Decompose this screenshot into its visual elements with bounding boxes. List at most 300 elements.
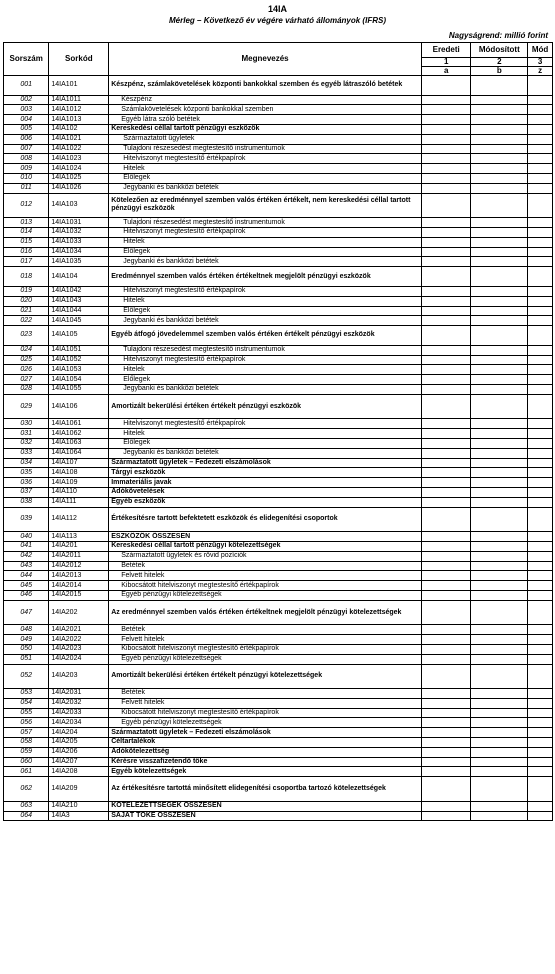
value-cell-modositott[interactable] (471, 738, 528, 748)
value-cell-modositott[interactable] (471, 267, 528, 287)
table-row (4, 532, 553, 542)
value-cell-modositott[interactable] (471, 394, 528, 419)
row-name: Kereskedési céllal tartott pénzügyi eszközök (109, 125, 422, 135)
row-number: 022 (4, 316, 49, 326)
value-cell-eredeti[interactable] (421, 365, 471, 375)
row-code: 14IA2031 (49, 689, 109, 699)
row-number: 063 (4, 801, 49, 811)
value-cell-eredeti[interactable] (421, 532, 471, 542)
table-row (4, 767, 553, 777)
value-cell-modositott[interactable] (471, 541, 528, 551)
value-cell-mod[interactable] (528, 757, 553, 767)
row-name: SAJÁT TŐKE ÖSSZESEN (109, 811, 422, 821)
value-cell-eredeti[interactable] (421, 154, 471, 164)
table-row (4, 384, 553, 394)
value-cell-eredeti[interactable] (421, 394, 471, 419)
value-cell-mod[interactable] (528, 154, 553, 164)
value-cell-modositott[interactable] (471, 296, 528, 306)
table-row (4, 134, 553, 144)
row-number: 031 (4, 429, 49, 439)
row-number: 056 (4, 718, 49, 728)
value-cell-mod[interactable] (528, 257, 553, 267)
value-cell-modositott[interactable] (471, 105, 528, 115)
row-name: Kibocsátott hitelviszonyt megtestesítő értékpapírok (109, 708, 422, 718)
value-cell-eredeti[interactable] (421, 777, 471, 802)
value-cell-eredeti[interactable] (421, 134, 471, 144)
value-cell-modositott[interactable] (471, 355, 528, 365)
value-cell-modositott[interactable] (471, 183, 528, 193)
value-cell-modositott[interactable] (471, 747, 528, 757)
value-cell-modositott[interactable] (471, 777, 528, 802)
row-name: Kötelezően az eredménnyel szemben valós értéken értékelt, nem kereskedési céllal tartott pénzügyi eszközök (109, 193, 422, 218)
row-code: 14IA1054 (49, 375, 109, 385)
value-cell-mod[interactable] (528, 689, 553, 699)
value-cell-modositott[interactable] (471, 286, 528, 296)
row-name: Jegybanki és bankközi betétek (109, 257, 422, 267)
value-cell-eredeti[interactable] (421, 561, 471, 571)
value-cell-eredeti[interactable] (421, 384, 471, 394)
row-name: Egyéb látra szóló betétek (109, 115, 422, 125)
value-cell-mod[interactable] (528, 478, 553, 488)
value-cell-modositott[interactable] (471, 306, 528, 316)
value-cell-mod[interactable] (528, 316, 553, 326)
value-cell-eredeti[interactable] (421, 448, 471, 458)
value-cell-mod[interactable] (528, 507, 553, 532)
row-code: 14IA1013 (49, 115, 109, 125)
value-cell-eredeti[interactable] (421, 689, 471, 699)
table-row (4, 664, 553, 689)
value-cell-modositott[interactable] (471, 468, 528, 478)
value-cell-mod[interactable] (528, 708, 553, 718)
value-cell-modositott[interactable] (471, 708, 528, 718)
value-cell-modositott[interactable] (471, 134, 528, 144)
value-cell-eredeti[interactable] (421, 654, 471, 664)
row-code: 14IA2022 (49, 635, 109, 645)
table-row (4, 174, 553, 184)
table-row (4, 497, 553, 507)
row-number: 003 (4, 105, 49, 115)
value-cell-mod[interactable] (528, 218, 553, 228)
value-cell-mod[interactable] (528, 394, 553, 419)
value-cell-modositott[interactable] (471, 448, 528, 458)
value-cell-modositott[interactable] (471, 95, 528, 105)
value-cell-modositott[interactable] (471, 365, 528, 375)
value-cell-modositott[interactable] (471, 654, 528, 664)
value-cell-modositott[interactable] (471, 551, 528, 561)
table-row (4, 237, 553, 247)
value-cell-eredeti[interactable] (421, 105, 471, 115)
row-name: Származtatott ügyletek (109, 134, 422, 144)
value-cell-eredeti[interactable] (421, 625, 471, 635)
row-code: 14IA1021 (49, 134, 109, 144)
value-cell-eredeti[interactable] (421, 429, 471, 439)
value-cell-modositott[interactable] (471, 532, 528, 542)
value-cell-eredeti[interactable] (421, 507, 471, 532)
table-row (4, 144, 553, 154)
table-row (4, 154, 553, 164)
row-code: 14IA2021 (49, 625, 109, 635)
value-cell-eredeti[interactable] (421, 183, 471, 193)
row-name: Hitelviszonyt megtestesítő értékpapírok (109, 228, 422, 238)
value-cell-modositott[interactable] (471, 497, 528, 507)
table-row (4, 438, 553, 448)
value-cell-modositott[interactable] (471, 384, 528, 394)
value-cell-modositott[interactable] (471, 316, 528, 326)
row-number: 001 (4, 76, 49, 96)
row-number: 014 (4, 228, 49, 238)
value-cell-eredeti[interactable] (421, 698, 471, 708)
value-cell-modositott[interactable] (471, 345, 528, 355)
value-cell-modositott[interactable] (471, 144, 528, 154)
row-number: 048 (4, 625, 49, 635)
value-cell-modositott[interactable] (471, 487, 528, 497)
value-cell-eredeti[interactable] (421, 174, 471, 184)
value-cell-mod[interactable] (528, 811, 553, 821)
value-cell-eredeti[interactable] (421, 355, 471, 365)
value-cell-mod[interactable] (528, 738, 553, 748)
table-row (4, 487, 553, 497)
value-cell-eredeti[interactable] (421, 551, 471, 561)
value-cell-mod[interactable] (528, 76, 553, 96)
row-name: Előlegek (109, 375, 422, 385)
row-number: 061 (4, 767, 49, 777)
value-cell-modositott[interactable] (471, 218, 528, 228)
value-cell-mod[interactable] (528, 237, 553, 247)
value-cell-mod[interactable] (528, 105, 553, 115)
value-cell-mod[interactable] (528, 487, 553, 497)
value-cell-modositott[interactable] (471, 664, 528, 689)
row-code: 14IA2033 (49, 708, 109, 718)
value-cell-modositott[interactable] (471, 438, 528, 448)
value-cell-eredeti[interactable] (421, 590, 471, 600)
row-code: 14IA104 (49, 267, 109, 287)
header-num-1: 1 (421, 58, 471, 67)
row-code: 14IA2023 (49, 644, 109, 654)
row-code: 14IA1032 (49, 228, 109, 238)
value-cell-mod[interactable] (528, 384, 553, 394)
row-number: 034 (4, 458, 49, 468)
value-cell-eredeti[interactable] (421, 306, 471, 316)
row-code: 14IA105 (49, 326, 109, 346)
value-cell-mod[interactable] (528, 174, 553, 184)
row-code: 14IA2015 (49, 590, 109, 600)
value-cell-modositott[interactable] (471, 698, 528, 708)
value-cell-eredeti[interactable] (421, 664, 471, 689)
value-cell-eredeti[interactable] (421, 237, 471, 247)
value-cell-eredeti[interactable] (421, 95, 471, 105)
row-name: Egyéb pénzügyi kötelezettségek (109, 590, 422, 600)
value-cell-eredeti[interactable] (421, 247, 471, 257)
value-cell-eredeti[interactable] (421, 125, 471, 135)
value-cell-modositott[interactable] (471, 571, 528, 581)
row-name: Tulajdoni részesedést megtestesítő instrumentumok (109, 345, 422, 355)
table-row (4, 571, 553, 581)
value-cell-modositott[interactable] (471, 375, 528, 385)
row-code: 14IA1055 (49, 384, 109, 394)
value-cell-modositott[interactable] (471, 154, 528, 164)
row-number: 018 (4, 267, 49, 287)
value-cell-eredeti[interactable] (421, 581, 471, 591)
value-cell-mod[interactable] (528, 95, 553, 105)
table-row (4, 355, 553, 365)
value-cell-mod[interactable] (528, 286, 553, 296)
value-cell-modositott[interactable] (471, 174, 528, 184)
value-cell-mod[interactable] (528, 306, 553, 316)
row-code: 14IA210 (49, 801, 109, 811)
value-cell-mod[interactable] (528, 600, 553, 625)
value-cell-eredeti[interactable] (421, 801, 471, 811)
value-cell-modositott[interactable] (471, 115, 528, 125)
value-cell-eredeti[interactable] (421, 144, 471, 154)
row-number: 015 (4, 237, 49, 247)
value-cell-mod[interactable] (528, 134, 553, 144)
table-row (4, 375, 553, 385)
value-cell-modositott[interactable] (471, 164, 528, 174)
table-row (4, 581, 553, 591)
value-cell-mod[interactable] (528, 571, 553, 581)
row-code: 14IA107 (49, 458, 109, 468)
row-name: Felvett hitelek (109, 571, 422, 581)
value-cell-eredeti[interactable] (421, 747, 471, 757)
value-cell-eredeti[interactable] (421, 267, 471, 287)
value-cell-modositott[interactable] (471, 237, 528, 247)
row-number: 009 (4, 164, 49, 174)
value-cell-mod[interactable] (528, 296, 553, 306)
value-cell-modositott[interactable] (471, 326, 528, 346)
row-name: Hitelviszonyt megtestesítő értékpapírok (109, 286, 422, 296)
value-cell-eredeti[interactable] (421, 228, 471, 238)
value-cell-mod[interactable] (528, 532, 553, 542)
value-cell-mod[interactable] (528, 326, 553, 346)
row-code: 14IA112 (49, 507, 109, 532)
value-cell-modositott[interactable] (471, 247, 528, 257)
row-number: 026 (4, 365, 49, 375)
value-cell-modositott[interactable] (471, 600, 528, 625)
value-cell-mod[interactable] (528, 355, 553, 365)
value-cell-mod[interactable] (528, 419, 553, 429)
table-row (4, 600, 553, 625)
table-row (4, 218, 553, 228)
row-code: 14IA1024 (49, 164, 109, 174)
table-row (4, 326, 553, 346)
value-cell-mod[interactable] (528, 183, 553, 193)
value-cell-modositott[interactable] (471, 728, 528, 738)
row-name: Kibocsátott hitelviszonyt megtestesítő értékpapírok (109, 581, 422, 591)
value-cell-modositott[interactable] (471, 801, 528, 811)
value-cell-mod[interactable] (528, 664, 553, 689)
table-row (4, 296, 553, 306)
row-name: Egyéb eszközök (109, 497, 422, 507)
table-row (4, 448, 553, 458)
value-cell-modositott[interactable] (471, 429, 528, 439)
value-cell-mod[interactable] (528, 438, 553, 448)
value-cell-modositott[interactable] (471, 257, 528, 267)
value-cell-mod[interactable] (528, 468, 553, 478)
value-cell-mod[interactable] (528, 267, 553, 287)
row-number: 013 (4, 218, 49, 228)
value-cell-mod[interactable] (528, 561, 553, 571)
value-cell-modositott[interactable] (471, 757, 528, 767)
value-cell-mod[interactable] (528, 458, 553, 468)
value-cell-modositott[interactable] (471, 811, 528, 821)
row-name: Hitelek (109, 429, 422, 439)
value-cell-mod[interactable] (528, 767, 553, 777)
value-cell-eredeti[interactable] (421, 326, 471, 346)
value-cell-modositott[interactable] (471, 689, 528, 699)
value-cell-modositott[interactable] (471, 458, 528, 468)
value-cell-mod[interactable] (528, 375, 553, 385)
value-cell-mod[interactable] (528, 801, 553, 811)
value-cell-mod[interactable] (528, 448, 553, 458)
value-cell-eredeti[interactable] (421, 811, 471, 821)
value-cell-eredeti[interactable] (421, 728, 471, 738)
value-cell-mod[interactable] (528, 144, 553, 154)
value-cell-modositott[interactable] (471, 644, 528, 654)
header-letter-a: a (421, 67, 471, 76)
value-cell-eredeti[interactable] (421, 458, 471, 468)
row-number: 040 (4, 532, 49, 542)
row-name: Felvett hitelek (109, 698, 422, 708)
value-cell-eredeti[interactable] (421, 541, 471, 551)
balance-table (3, 42, 553, 821)
value-cell-mod[interactable] (528, 345, 553, 355)
value-cell-eredeti[interactable] (421, 438, 471, 448)
value-cell-eredeti[interactable] (421, 76, 471, 96)
value-cell-eredeti[interactable] (421, 218, 471, 228)
row-number: 059 (4, 747, 49, 757)
value-cell-mod[interactable] (528, 247, 553, 257)
value-cell-mod[interactable] (528, 551, 553, 561)
value-cell-eredeti[interactable] (421, 468, 471, 478)
value-cell-eredeti[interactable] (421, 487, 471, 497)
row-number: 062 (4, 777, 49, 802)
value-cell-eredeti[interactable] (421, 257, 471, 267)
value-cell-eredeti[interactable] (421, 115, 471, 125)
value-cell-eredeti[interactable] (421, 708, 471, 718)
value-cell-mod[interactable] (528, 228, 553, 238)
row-number: 036 (4, 478, 49, 488)
row-name: Adókövetelések (109, 487, 422, 497)
table-row (4, 777, 553, 802)
value-cell-mod[interactable] (528, 777, 553, 802)
table-body (4, 76, 553, 821)
value-cell-modositott[interactable] (471, 193, 528, 218)
value-cell-eredeti[interactable] (421, 738, 471, 748)
row-code: 14IA106 (49, 394, 109, 419)
value-cell-mod[interactable] (528, 429, 553, 439)
row-code: 14IA101 (49, 76, 109, 96)
value-cell-modositott[interactable] (471, 635, 528, 645)
value-cell-eredeti[interactable] (421, 497, 471, 507)
row-number: 011 (4, 183, 49, 193)
value-cell-mod[interactable] (528, 644, 553, 654)
value-cell-modositott[interactable] (471, 419, 528, 429)
row-number: 023 (4, 326, 49, 346)
row-name: Céltartalékok (109, 738, 422, 748)
value-cell-mod[interactable] (528, 541, 553, 551)
value-cell-eredeti[interactable] (421, 345, 471, 355)
row-name: Egyéb átfogó jövedelemmel szemben valós értéken értékelt pénzügyi eszközök (109, 326, 422, 346)
table-row (4, 95, 553, 105)
row-code: 14IA108 (49, 468, 109, 478)
value-cell-mod[interactable] (528, 718, 553, 728)
value-cell-eredeti[interactable] (421, 571, 471, 581)
value-cell-modositott[interactable] (471, 76, 528, 96)
value-cell-mod[interactable] (528, 625, 553, 635)
row-number: 042 (4, 551, 49, 561)
value-cell-modositott[interactable] (471, 590, 528, 600)
value-cell-mod[interactable] (528, 728, 553, 738)
value-cell-eredeti[interactable] (421, 635, 471, 645)
value-cell-mod[interactable] (528, 698, 553, 708)
row-name: Tulajdoni részesedést megtestesítő instrumentumok (109, 144, 422, 154)
table-row (4, 76, 553, 96)
table-row (4, 125, 553, 135)
table-row (4, 183, 553, 193)
table-row (4, 228, 553, 238)
row-number: 027 (4, 375, 49, 385)
value-cell-modositott[interactable] (471, 507, 528, 532)
value-cell-eredeti[interactable] (421, 600, 471, 625)
value-cell-eredeti[interactable] (421, 193, 471, 218)
row-name: Számlakövetelések központi bankokkal szemben (109, 105, 422, 115)
value-cell-modositott[interactable] (471, 228, 528, 238)
value-cell-mod[interactable] (528, 193, 553, 218)
value-cell-mod[interactable] (528, 654, 553, 664)
row-number: 054 (4, 698, 49, 708)
value-cell-eredeti[interactable] (421, 419, 471, 429)
row-number: 035 (4, 468, 49, 478)
value-cell-modositott[interactable] (471, 478, 528, 488)
value-cell-modositott[interactable] (471, 767, 528, 777)
value-cell-mod[interactable] (528, 164, 553, 174)
value-cell-mod[interactable] (528, 115, 553, 125)
header-num-3: 3 (528, 58, 553, 67)
table-row (4, 507, 553, 532)
value-cell-eredeti[interactable] (421, 644, 471, 654)
form-subtitle: Mérleg – Következő év végére várható állományok (IFRS) (169, 16, 386, 25)
value-cell-eredeti[interactable] (421, 316, 471, 326)
value-cell-modositott[interactable] (471, 125, 528, 135)
value-cell-eredeti[interactable] (421, 286, 471, 296)
value-cell-eredeti[interactable] (421, 757, 471, 767)
value-cell-modositott[interactable] (471, 718, 528, 728)
value-cell-eredeti[interactable] (421, 718, 471, 728)
value-cell-mod[interactable] (528, 635, 553, 645)
table-row (4, 551, 553, 561)
value-cell-modositott[interactable] (471, 625, 528, 635)
row-code: 14IA1042 (49, 286, 109, 296)
value-cell-modositott[interactable] (471, 561, 528, 571)
value-cell-modositott[interactable] (471, 581, 528, 591)
table-row (4, 698, 553, 708)
value-cell-mod[interactable] (528, 497, 553, 507)
value-cell-mod[interactable] (528, 747, 553, 757)
table-row (4, 394, 553, 419)
value-cell-eredeti[interactable] (421, 767, 471, 777)
value-cell-eredeti[interactable] (421, 164, 471, 174)
value-cell-mod[interactable] (528, 125, 553, 135)
value-cell-mod[interactable] (528, 590, 553, 600)
value-cell-mod[interactable] (528, 581, 553, 591)
row-code: 14IA208 (49, 767, 109, 777)
row-code: 14IA2034 (49, 718, 109, 728)
value-cell-eredeti[interactable] (421, 478, 471, 488)
value-cell-mod[interactable] (528, 365, 553, 375)
value-cell-eredeti[interactable] (421, 375, 471, 385)
row-number: 060 (4, 757, 49, 767)
value-cell-eredeti[interactable] (421, 296, 471, 306)
